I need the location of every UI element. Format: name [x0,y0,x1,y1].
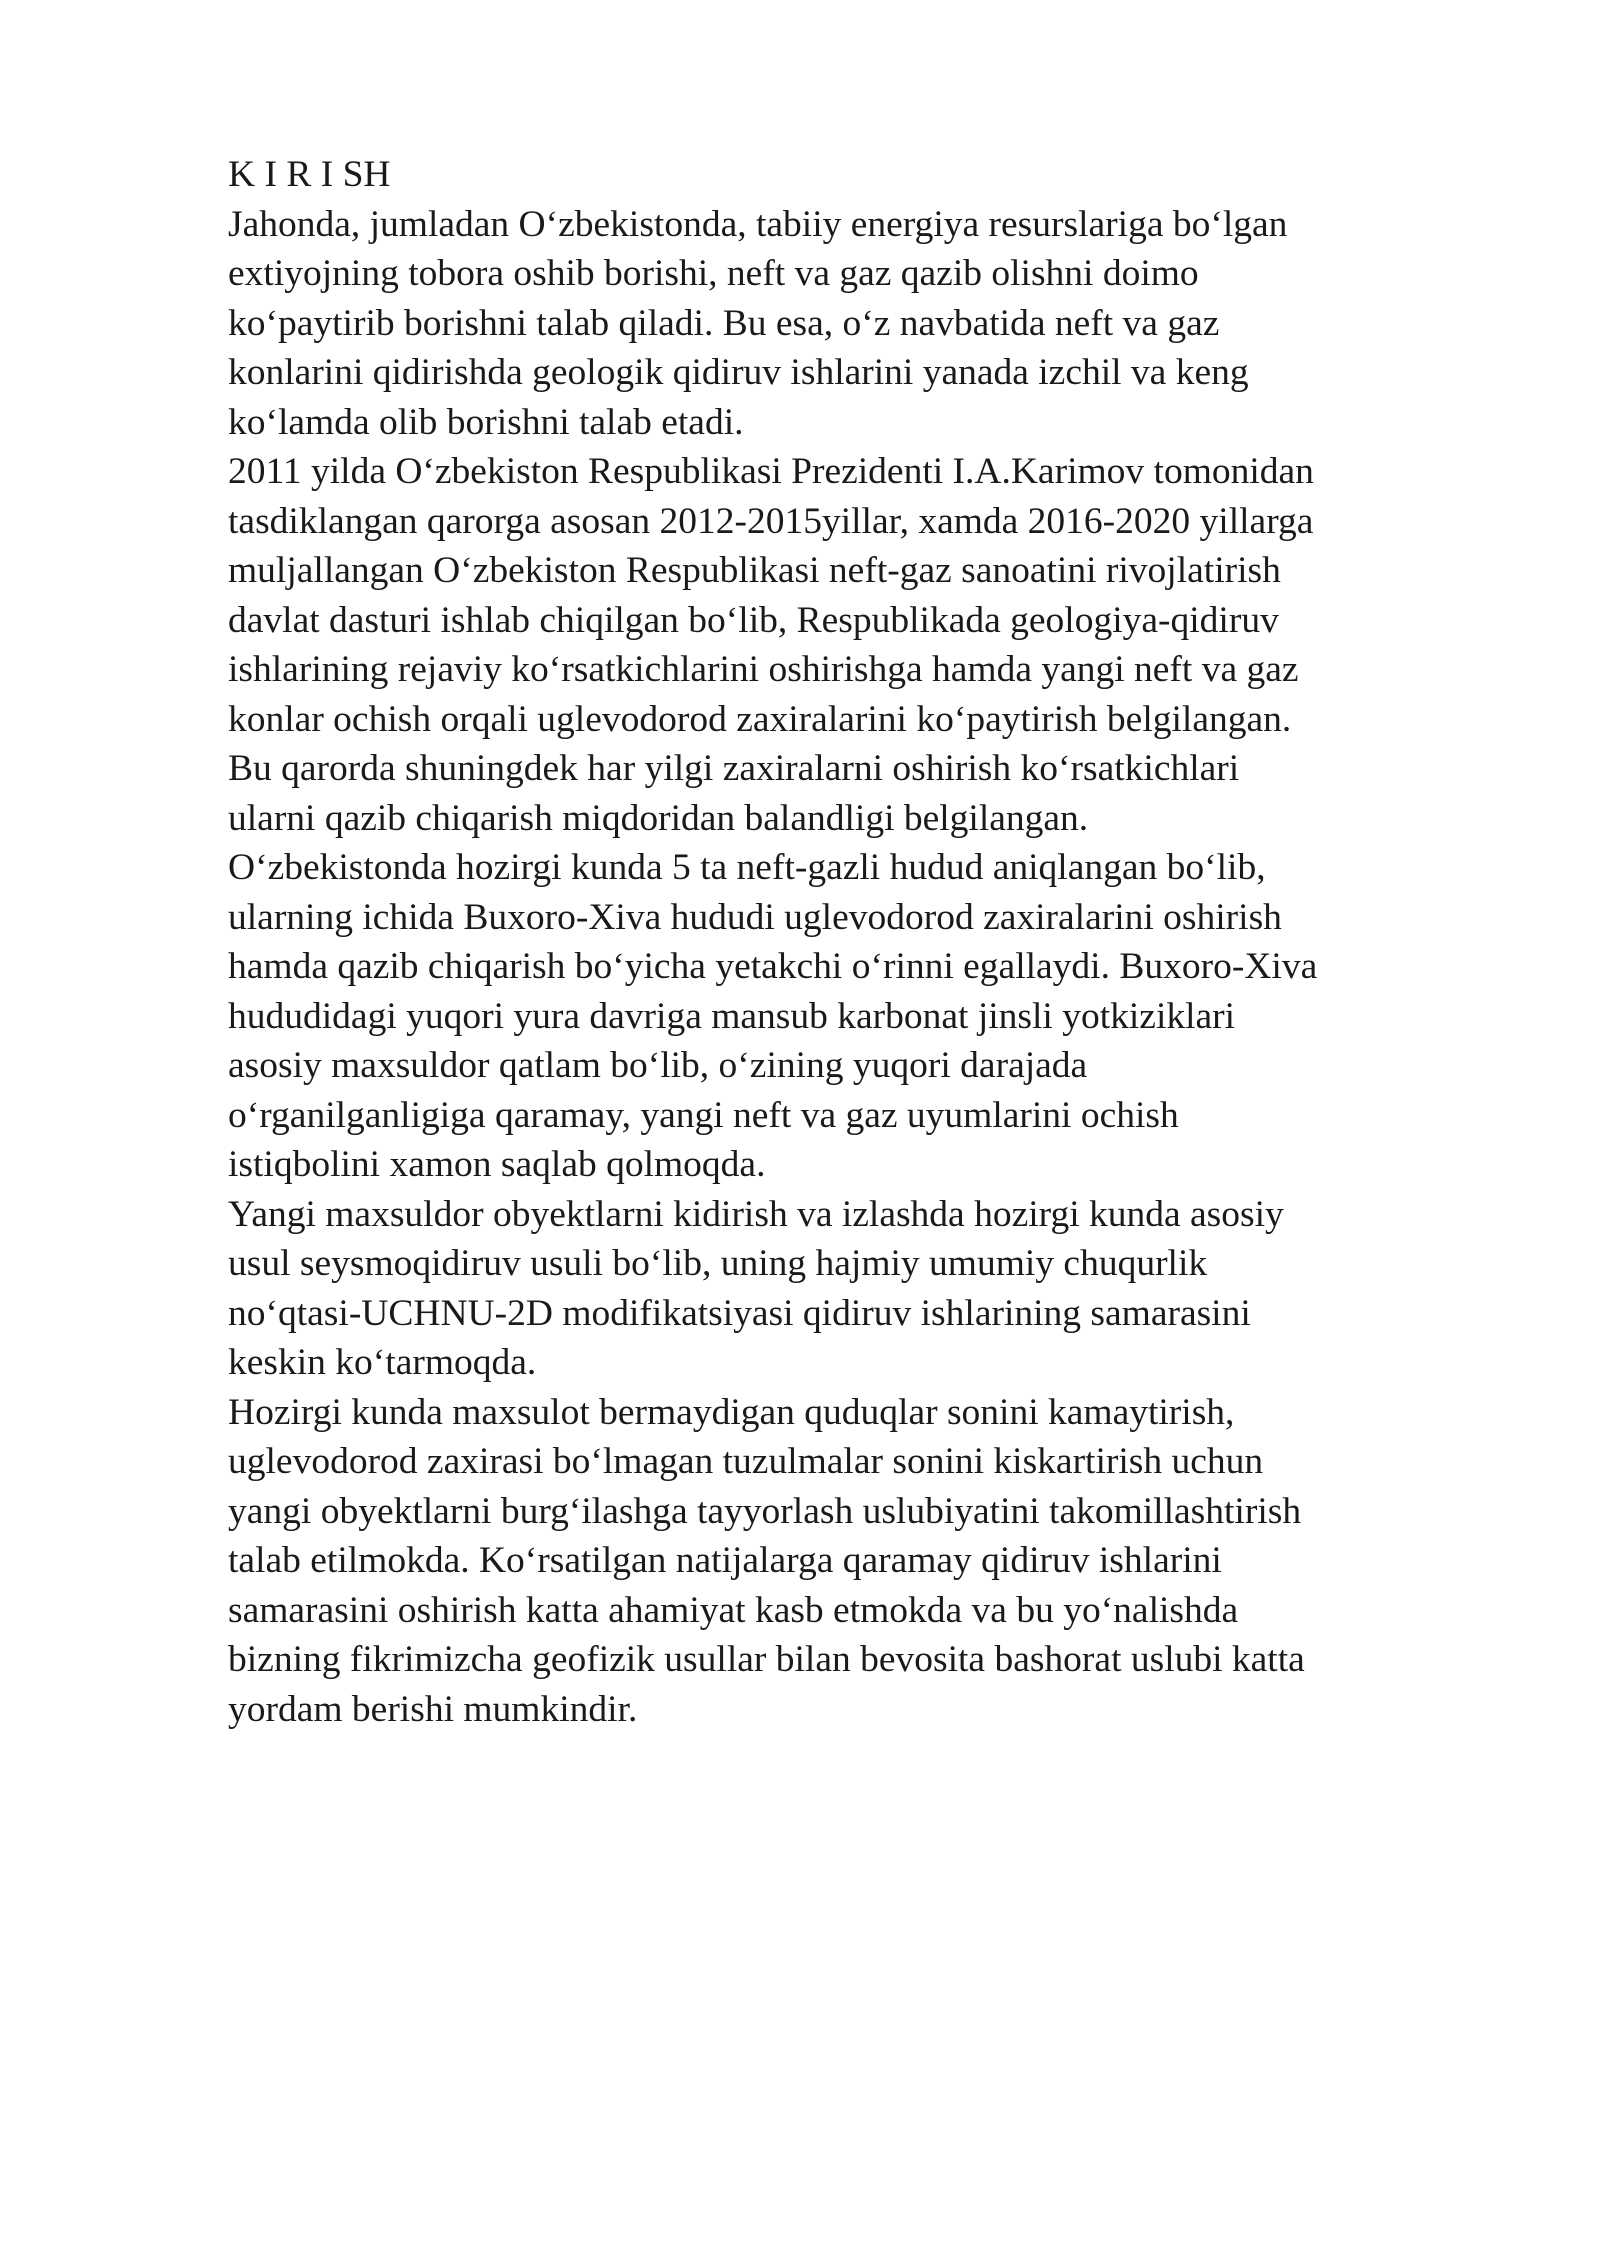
text-line: ko‘paytirib borishni talab qiladi. Bu esa, o‘z navbatida neft va gaz [228,302,1220,344]
text-line: konlarini qidirishda geologik qidiruv ishlarini yanada izchil va keng [228,352,1249,393]
text-line: talab etilmokda. Ko‘rsatilgan natijalarga qaramay qidiruv ishlarini [228,1540,1222,1581]
text-line: no‘qtasi-UCHNU-2D modifikatsiyasi qidiruv ishlarining samarasini [228,1292,1251,1334]
text-line: Bu qarorda shuningdek har yilgi zaxiralarni oshirish ko‘rsatkichlari [228,748,1240,789]
text-line: bizning fikrimizcha geofizik usullar bilan bevosita bashorat uslubi katta [228,1639,1305,1680]
text-line: asosiy maxsuldor qatlam bo‘lib, o‘zining yuqori darajada [228,1045,1088,1086]
document-heading: K I R I SH [228,154,391,195]
text-line: davlat dasturi ishlab chiqilgan bo‘lib, Respublikada geologiya-qidiruv [228,599,1279,641]
text-line: ko‘lamda olib borishni talab etadi. [228,401,744,443]
text-line: istiqbolini xamon saqlab qolmoqda. [228,1144,766,1185]
text-line: o‘rganilganligiga qaramay, yangi neft va gaz uyumlarini ochish [228,1094,1179,1136]
text-line: yangi obyektlarni burg‘ilashga tayyorlash uslubiyatini takomillashtirish [228,1490,1302,1532]
text-line: ishlarining rejaviy ko‘rsatkichlarini oshirishga hamda yangi neft va gaz [228,649,1299,690]
text-line: O‘zbekistonda hozirgi kunda 5 ta neft-gazli hudud aniqlangan bo‘lib, [228,847,1266,888]
text-line: Hozirgi kunda maxsulot bermaydigan quduqlar sonini kamaytirish, [228,1391,1235,1433]
text-line: keskin ko‘tarmoqda. [228,1342,537,1383]
text-line: yordam berishi mumkindir. [228,1688,638,1730]
text-line: ularni qazib chiqarish miqdoridan balandligi belgilangan. [228,797,1089,839]
text-line: ularning ichida Buxoro-Xiva hududi uglevodorod zaxiralarini oshirish [228,896,1282,938]
text-line: samarasini oshirish katta ahamiyat kasb etmokda va bu yo‘nalishda [228,1589,1239,1631]
text-line: hamda qazib chiqarish bo‘yicha yetakchi o‘rinni egallaydi. Buxoro-Xiva [228,946,1318,987]
text-line: uglevodorod zaxirasi bo‘lmagan tuzulmalar sonini kiskartirish uchun [228,1441,1264,1482]
text-line: hududidagi yuqori yura davriga mansub karbonat jinsli yotkiziklari [228,995,1236,1037]
document-body [228,150,1528,1734]
text-line: konlar ochish orqali uglevodorod zaxiralarini ko‘paytirish belgilangan. [228,698,1292,740]
text-line: muljallangan O‘zbekiston Respublikasi neft-gaz sanoatini rivojlatirish [228,550,1281,591]
text-line: extiyojning tobora oshib borishi, neft va gaz qazib olishni doimo [228,253,1199,294]
text-line: Yangi maxsuldor obyektlarni kidirish va izlashda hozirgi kunda asosiy [228,1193,1284,1235]
text-line: usul seysmoqidiruv usuli bo‘lib, uning hajmiy umumiy chuqurlik [228,1243,1208,1284]
text-line: Jahonda, jumladan O‘zbekistonda, tabiiy energiya resurslariga bo‘lgan [228,203,1288,245]
text-line: tasdiklangan qarorga asosan 2012-2015yillar, xamda 2016-2020 yillarga [228,500,1314,542]
text-line: 2011 yilda O‘zbekiston Respublikasi Prezidenti I.A.Karimov tomonidan [228,451,1314,492]
